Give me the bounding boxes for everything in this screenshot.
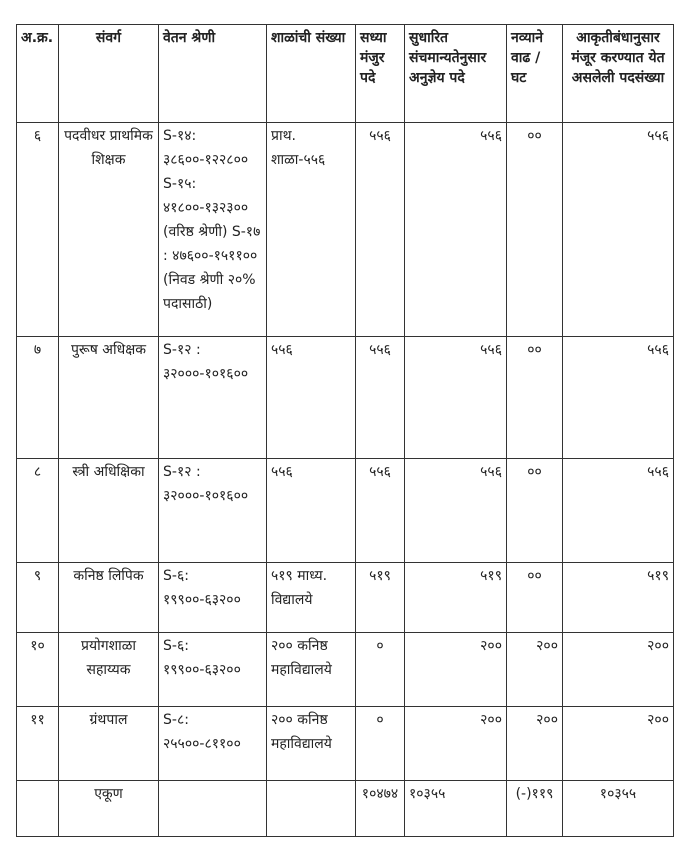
cell-schools: २०० कनिष्ठ महाविद्यालये bbox=[267, 707, 356, 781]
cell-approved: ५१९ bbox=[563, 563, 674, 633]
cell-cadre: स्त्री अधिक्षिका bbox=[59, 459, 159, 563]
cell-cadre: पुरूष अधिक्षक bbox=[59, 337, 159, 459]
cell-change: २०० bbox=[507, 633, 563, 707]
cell-current: ५५६ bbox=[356, 123, 405, 337]
total-sr-empty bbox=[17, 781, 59, 837]
cell-schools: ५५६ bbox=[267, 459, 356, 563]
cell-schools: २०० कनिष्ठ महाविद्यालये bbox=[267, 633, 356, 707]
cell-pay-scale: S-६: १९९००-६३२०० bbox=[159, 563, 267, 633]
table-row bbox=[17, 707, 674, 781]
cell-cadre: प्रयोगशाळा सहाय्यक bbox=[59, 633, 159, 707]
cell-pay-scale: S-६: १९९००-६३२०० bbox=[159, 633, 267, 707]
cell-schools: ५१९ माध्य. विद्यालये bbox=[267, 563, 356, 633]
cell-change: ०० bbox=[507, 337, 563, 459]
cell-change: ०० bbox=[507, 563, 563, 633]
cell-current: ५१९ bbox=[356, 563, 405, 633]
cell-sr: ८ bbox=[17, 459, 59, 563]
cell-cadre: कनिष्ठ लिपिक bbox=[59, 563, 159, 633]
cell-change: २०० bbox=[507, 707, 563, 781]
cell-pay-scale: S-८: २५५००-८११०० bbox=[159, 707, 267, 781]
cell-sr: ११ bbox=[17, 707, 59, 781]
cell-revised: ५५६ bbox=[405, 459, 507, 563]
cell-approved: २०० bbox=[563, 633, 674, 707]
total-schools-empty bbox=[267, 781, 356, 837]
cell-sr: ७ bbox=[17, 337, 59, 459]
cell-revised: ५१९ bbox=[405, 563, 507, 633]
cell-change: ०० bbox=[507, 123, 563, 337]
total-label: एकूण bbox=[59, 781, 159, 837]
cell-current: ५५६ bbox=[356, 337, 405, 459]
cell-pay-scale: S-१४: ३८६००-१२२८०० S-१५: ४१८००-१३२३०० (वरिष्ठ श्रेणी) S-१७ : ४७६००-१५११०० (निवड श्रेणी २०% पदासाठी) bbox=[159, 123, 267, 337]
table-row bbox=[17, 563, 674, 633]
cell-revised: ५५६ bbox=[405, 337, 507, 459]
header-row bbox=[17, 25, 674, 123]
table-row bbox=[17, 123, 674, 337]
total-revised: १०३५५ bbox=[405, 781, 507, 837]
header-cadre: संवर्ग bbox=[59, 25, 159, 123]
cell-schools: ५५६ bbox=[267, 337, 356, 459]
cell-cadre: ग्रंथपाल bbox=[59, 707, 159, 781]
cell-cadre: पदवीधर प्राथमिक शिक्षक bbox=[59, 123, 159, 337]
header-change: नव्याने वाढ / घट bbox=[507, 25, 563, 123]
cell-approved: ५५६ bbox=[563, 123, 674, 337]
total-pay-empty bbox=[159, 781, 267, 837]
header-approved-posts: आकृतीबंधानुसार मंजूर करण्यात येत असलेली पदसंख्या bbox=[563, 25, 674, 123]
cell-revised: २०० bbox=[405, 633, 507, 707]
total-change: (-)११९ bbox=[507, 781, 563, 837]
posts-table bbox=[16, 24, 674, 837]
table-row bbox=[17, 459, 674, 563]
total-current: १०४७४ bbox=[356, 781, 405, 837]
cell-pay-scale: S-१२ : ३२०००-१०१६०० bbox=[159, 459, 267, 563]
cell-current: ० bbox=[356, 633, 405, 707]
cell-current: ० bbox=[356, 707, 405, 781]
header-current-posts: सध्या मंजुर पदे bbox=[356, 25, 405, 123]
cell-schools: प्राथ. शाळा-५५६ bbox=[267, 123, 356, 337]
cell-current: ५५६ bbox=[356, 459, 405, 563]
header-sr: अ.क्र. bbox=[17, 25, 59, 123]
cell-sr: ६ bbox=[17, 123, 59, 337]
cell-approved: ५५६ bbox=[563, 337, 674, 459]
table-row bbox=[17, 337, 674, 459]
header-revised-posts: सुधारित संचमान्यतेनुसार अनुज्ञेय पदे bbox=[405, 25, 507, 123]
cell-change: ०० bbox=[507, 459, 563, 563]
total-row bbox=[17, 781, 674, 837]
cell-approved: ५५६ bbox=[563, 459, 674, 563]
cell-revised: २०० bbox=[405, 707, 507, 781]
cell-approved: २०० bbox=[563, 707, 674, 781]
table-row bbox=[17, 633, 674, 707]
header-pay-scale: वेतन श्रेणी bbox=[159, 25, 267, 123]
cell-sr: ९ bbox=[17, 563, 59, 633]
cell-revised: ५५६ bbox=[405, 123, 507, 337]
cell-pay-scale: S-१२ : ३२०००-१०१६०० bbox=[159, 337, 267, 459]
total-approved: १०३५५ bbox=[563, 781, 674, 837]
cell-sr: १० bbox=[17, 633, 59, 707]
header-schools: शाळांची संख्या bbox=[267, 25, 356, 123]
